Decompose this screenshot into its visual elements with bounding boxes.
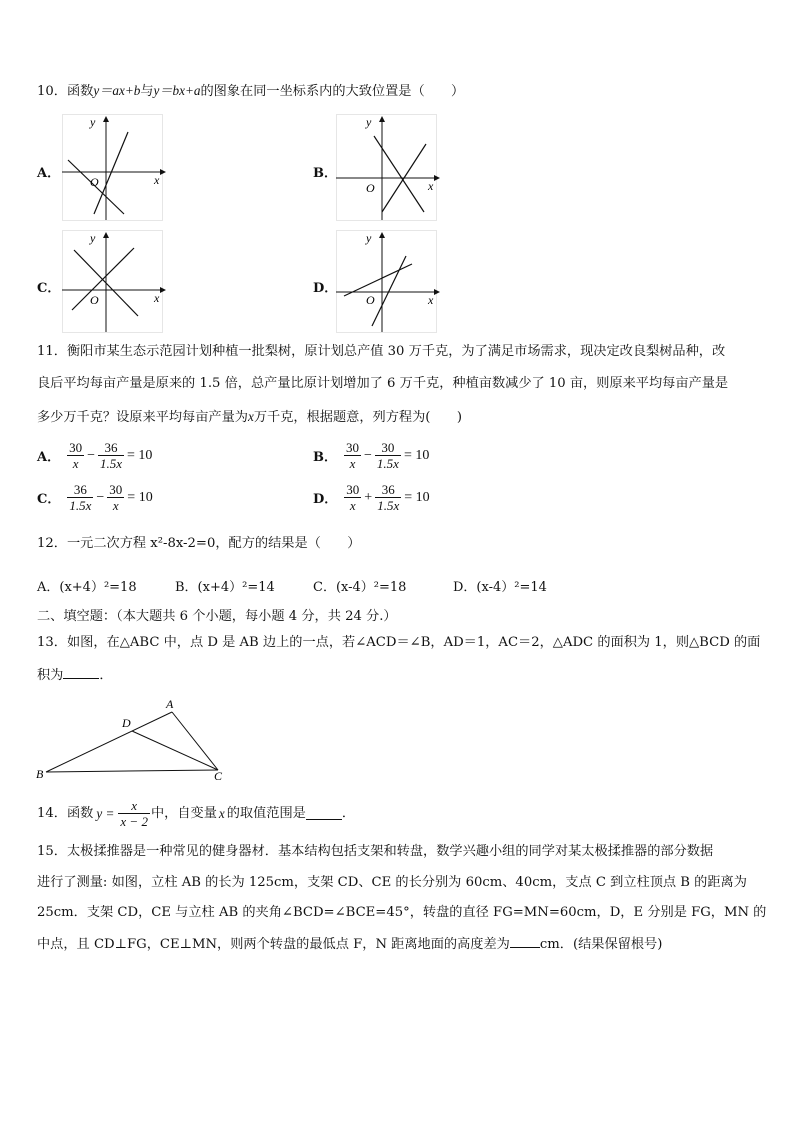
- q11-option-b: B． $\frac{30}{x}$ − $\frac{30}{1.5x}$ = 10: [313, 440, 430, 471]
- x-label: x: [154, 173, 160, 187]
- q10-graph-c: [62, 230, 170, 334]
- q12-stem: 12．一元二次方程 x²-8x-2=0，配方的结果是（ ）: [37, 536, 361, 551]
- q11-option-d: D． $\frac{30}{x}$ + $\frac{36}{1.5x}$ = 10: [313, 482, 430, 513]
- y-axis-arrow: [103, 116, 109, 122]
- q15-line-1: 15．太极揉推器是一种常见的健身器材．基本结构包括支架和转盘，数学兴趣小组的同学对某太极揉推器的部分数据: [37, 844, 714, 859]
- x-label: x: [154, 291, 160, 305]
- y-label: y: [90, 115, 96, 129]
- y-axis-arrow: [379, 232, 385, 238]
- x-label: x: [428, 293, 434, 307]
- side-ba: [46, 712, 172, 772]
- y-axis-arrow: [379, 116, 385, 122]
- q10-graph-d: [336, 230, 444, 334]
- origin-label: O: [90, 175, 99, 189]
- q13-triangle-figure: [34, 694, 234, 784]
- q10-option-c-label: C．: [37, 281, 61, 296]
- q11-line-1: 11．衡阳市某生态示范园计划种植一批梨树，原计划总产值 30 万千克，为了满足市场需求，现决定改良梨树品种，改: [37, 344, 726, 359]
- q15-line-4: 中点，且 CD⊥FG，CE⊥MN，则两个转盘的最低点 F，N 距离地面的高度差为 cm．(结果保留根号): [37, 937, 663, 952]
- segment-dc: [132, 731, 218, 770]
- q11-line-2: 良后平均每亩产量是原来的 1.5 倍，总产量比原计划增加了 6 万千克，种植亩数减少了 10 亩，则原来平均每亩产量是: [37, 376, 729, 391]
- origin-label: O: [90, 293, 99, 307]
- line-2: [372, 256, 406, 326]
- q10-graph-b: [336, 114, 444, 222]
- q11-option-c: C． $\frac{36}{1.5x}$ − $\frac{30}{x}$ = 10: [37, 482, 153, 513]
- label-a: A: [166, 697, 174, 711]
- q15-line-2: 进行了测量: 如图，立柱 AB 的长为 125cm，支架 CD、CE 的长分别为 60cm、40cm，支点 C 到立柱顶点 B 的距离为: [37, 875, 747, 890]
- q13-line-2: 积为 ．: [37, 668, 113, 683]
- q13-line-1: 13．如图，在△ABC 中，点 D 是 AB 边上的一点，若∠ACD＝∠B，AD＝1，AC＝2，△ADC 的面积为 1，则△BCD 的面: [37, 635, 761, 650]
- y-label: y: [90, 231, 96, 245]
- origin-label: O: [366, 181, 375, 195]
- label-b: B: [36, 767, 44, 781]
- q14-stem: 14．函数 y = $\frac{x}{x - 2}$ 中，自变量 x 的取值范围是 ．: [37, 798, 356, 829]
- y-label: y: [366, 231, 372, 245]
- answer-blank: [63, 666, 99, 679]
- q15-line-3: 25cm．支架 CD，CE 与立柱 AB 的夹角∠BCD=∠BCE=45°，转盘的直径 FG=MN=60cm，D，E 分别是 FG，MN 的: [37, 905, 767, 920]
- side-bc: [46, 770, 218, 772]
- origin-label: O: [366, 293, 375, 307]
- q11-line-3: 多少万千克？设原来平均每亩产量为x万千克，根据题意，列方程为( ): [37, 409, 462, 425]
- q12-option-d: D．(x-4）²=14: [453, 580, 547, 595]
- label-c: C: [214, 769, 223, 783]
- y-axis-arrow: [103, 232, 109, 238]
- q12-option-a: A．(x+4）²=18: [37, 580, 137, 595]
- q11-option-a: A． $\frac{30}{x}$ − $\frac{36}{1.5x}$ = 10: [37, 440, 153, 471]
- q10-option-a-label: A．: [37, 166, 61, 181]
- answer-blank: [510, 935, 540, 948]
- q10-stem: 10．函数y＝ax+b与y＝bx+a的图象在同一坐标系内的大致位置是（ ）: [37, 83, 465, 99]
- q12-option-b: B．(x+4）²=14: [175, 580, 275, 595]
- section-2-heading: 二、填空题：（本大题共 6 个小题，每小题 4 分，共 24 分.）: [37, 609, 397, 624]
- line-1: [344, 264, 412, 296]
- label-d: D: [122, 716, 131, 730]
- answer-blank: [306, 807, 342, 820]
- x-label: x: [428, 179, 434, 193]
- q10-option-b-label: B．: [313, 166, 337, 181]
- side-ac: [172, 712, 218, 770]
- q12-option-c: C．(x-4）²=18: [313, 580, 407, 595]
- q10-option-d-label: D．: [313, 281, 338, 296]
- q10-graph-a: [62, 114, 170, 222]
- y-label: y: [366, 115, 372, 129]
